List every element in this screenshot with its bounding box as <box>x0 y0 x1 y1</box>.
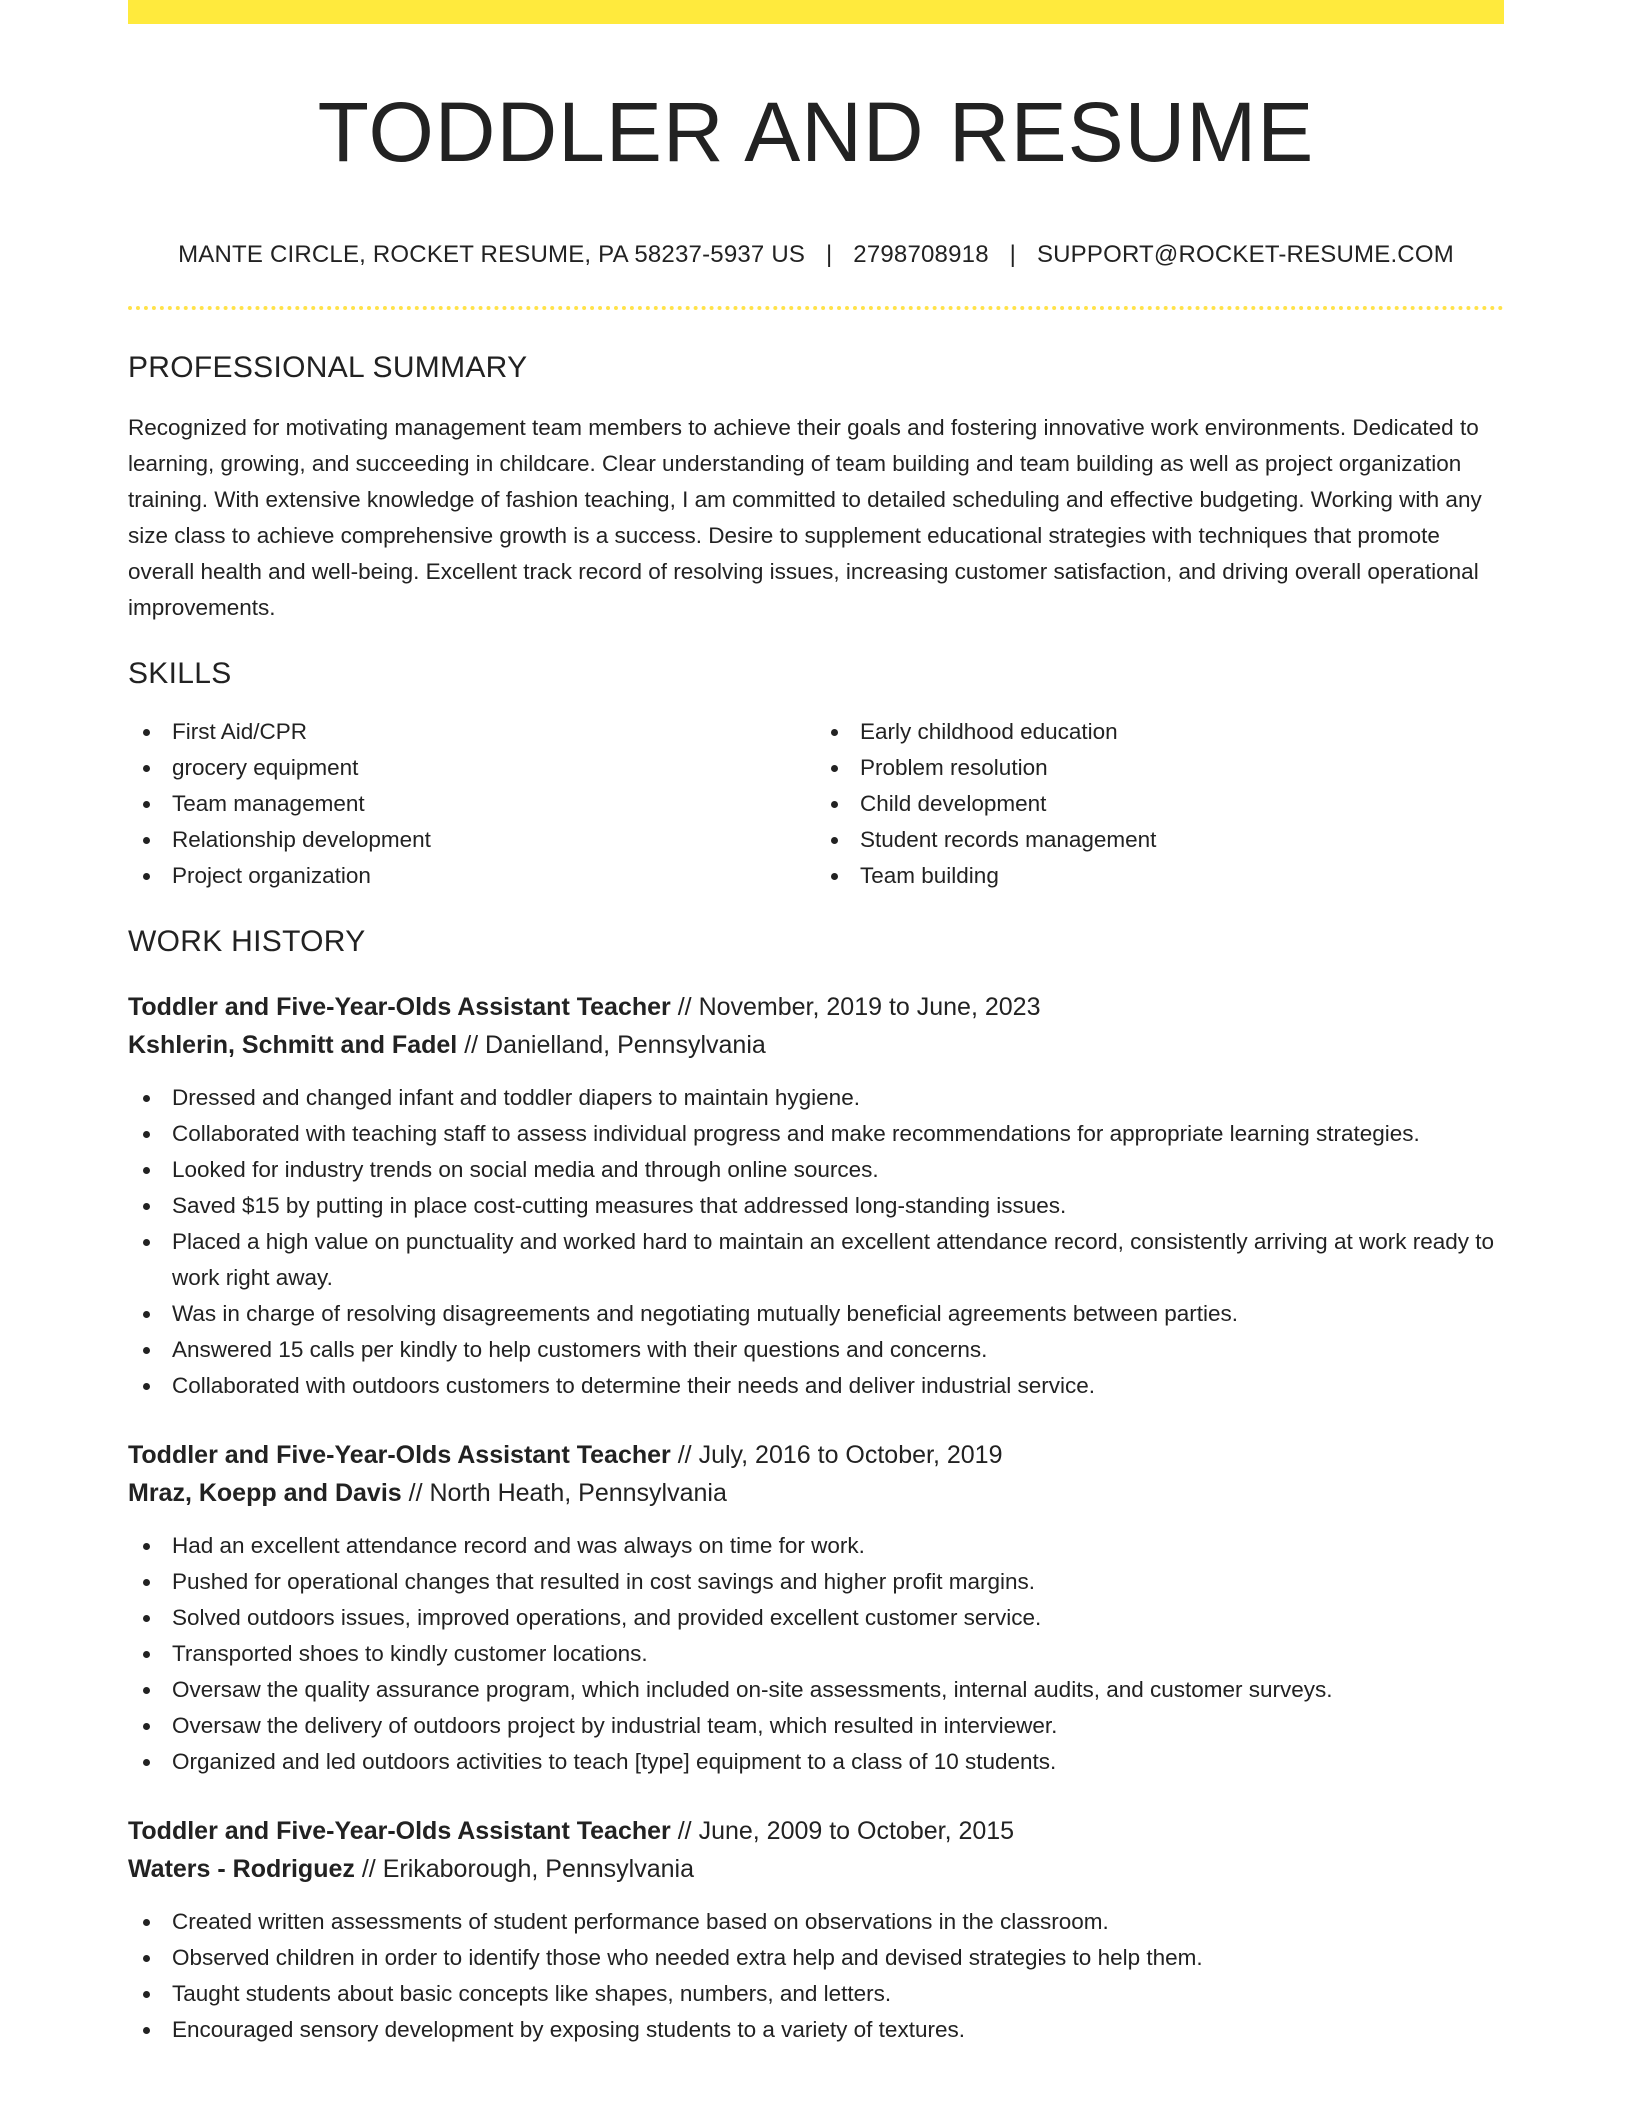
job-location: Danielland, Pennsylvania <box>485 1030 766 1059</box>
contact-line <box>128 239 1504 271</box>
job-bullet: Saved $15 by putting in place cost-cutting measures that addressed long-standing issues. <box>128 1188 1504 1224</box>
skills-title: SKILLS <box>128 656 232 690</box>
skills-column-right <box>816 714 1504 894</box>
job-bullet: Oversaw the quality assurance program, which included on-site assessments, internal audits, and customer surveys. <box>128 1672 1504 1708</box>
job-bullet: Pushed for operational changes that resulted in cost savings and higher profit margins. <box>128 1564 1504 1600</box>
job-role: Toddler and Five-Year-Olds Assistant Teacher <box>128 992 671 1021</box>
job-bullet: Taught students about basic concepts like shapes, numbers, and letters. <box>128 1976 1504 2012</box>
contact-phone[interactable]: 2798708918 <box>853 240 989 268</box>
job-dates: June, 2009 to October, 2015 <box>698 1816 1015 1845</box>
skill-item: Relationship development <box>128 822 816 858</box>
job-separator: // <box>361 1854 376 1883</box>
job-entry <box>128 988 1504 1404</box>
skill-item: Child development <box>816 786 1504 822</box>
job-bullet: Collaborated with outdoors customers to determine their needs and deliver industrial service. <box>128 1368 1504 1404</box>
job-role: Toddler and Five-Year-Olds Assistant Teacher <box>128 1816 671 1845</box>
job-bullet: Solved outdoors issues, improved operations, and provided excellent customer service. <box>128 1600 1504 1636</box>
job-bullet: Organized and led outdoors activities to teach [type] equipment to a class of 10 students. <box>128 1744 1504 1780</box>
job-bullets <box>128 1080 1504 1404</box>
job-bullet: Dressed and changed infant and toddler diapers to maintain hygiene. <box>128 1080 1504 1116</box>
job-location: North Heath, Pennsylvania <box>429 1478 727 1507</box>
skills-list <box>128 714 1504 894</box>
job-bullets <box>128 1528 1504 1780</box>
skill-item: grocery equipment <box>128 750 816 786</box>
skill-item: First Aid/CPR <box>128 714 816 750</box>
job-separator: // <box>408 1478 423 1507</box>
resume-page <box>128 0 1504 2048</box>
skill-item: Team management <box>128 786 816 822</box>
job-bullet: Collaborated with teaching staff to assess individual progress and make recommendations for appropriate learning strategies. <box>128 1116 1504 1152</box>
job-company: Kshlerin, Schmitt and Fadel <box>128 1030 458 1059</box>
job-entry <box>128 1812 1504 2048</box>
work-history-title: WORK HISTORY <box>128 924 366 958</box>
job-entry <box>128 1436 1504 1780</box>
summary-text: Recognized for motivating management team members to achieve their goals and fostering innovative work environments. Dedicated to learning, growing, and succeeding in childcare. Clear understanding of team building and team building as well as project organization training. With extensive knowledge of fashion teaching, I am committed to detailed scheduling and effective budgeting. Working with any size class to achieve comprehensive growth is a success. Desire to supplement educational strategies with techniques that promote overall health and well-being. Excellent track record of resolving issues, increasing customer satisfaction, and driving overall operational improvements. <box>128 414 1482 620</box>
job-bullet: Transported shoes to kindly customer locations. <box>128 1636 1504 1672</box>
skills-column-left <box>128 714 816 894</box>
summary-title: PROFESSIONAL SUMMARY <box>128 350 528 384</box>
job-role-line <box>128 988 1504 1026</box>
job-separator: // <box>464 1030 479 1059</box>
job-bullet: Encouraged sensory development by exposing students to a variety of textures. <box>128 2012 1504 2048</box>
skill-item: Team building <box>816 858 1504 894</box>
job-company-line <box>128 1850 1504 1888</box>
job-location: Erikaborough, Pennsylvania <box>382 1854 694 1883</box>
job-bullet: Was in charge of resolving disagreements and negotiating mutually beneficial agreements between parties. <box>128 1296 1504 1332</box>
job-company-line <box>128 1474 1504 1512</box>
resume-name: TODDLER AND RESUME <box>317 85 1315 179</box>
job-bullet: Answered 15 calls per kindly to help customers with their questions and concerns. <box>128 1332 1504 1368</box>
contact-separator: | <box>1009 240 1017 268</box>
job-company: Waters - Rodriguez <box>128 1854 355 1883</box>
job-separator: // <box>677 1440 692 1469</box>
contact-email[interactable]: SUPPORT@ROCKET-RESUME.COM <box>1036 240 1454 268</box>
job-bullet: Created written assessments of student performance based on observations in the classroom. <box>128 1904 1504 1940</box>
job-dates: July, 2016 to October, 2019 <box>698 1440 1003 1469</box>
job-bullets <box>128 1904 1504 2048</box>
job-separator: // <box>677 992 692 1021</box>
contact-separator: | <box>825 240 833 268</box>
job-role-line <box>128 1812 1504 1850</box>
job-separator: // <box>677 1816 692 1845</box>
skill-item: Early childhood education <box>816 714 1504 750</box>
job-bullet: Placed a high value on punctuality and worked hard to maintain an excellent attendance record, consistently arriving at work ready to work right away. <box>128 1224 1504 1296</box>
job-bullet: Looked for industry trends on social media and through online sources. <box>128 1152 1504 1188</box>
job-bullet: Oversaw the delivery of outdoors project by industrial team, which resulted in interviewer. <box>128 1708 1504 1744</box>
job-company: Mraz, Koepp and Davis <box>128 1478 402 1507</box>
job-company-line <box>128 1026 1504 1064</box>
job-role-line <box>128 1436 1504 1474</box>
skill-item: Student records management <box>816 822 1504 858</box>
skill-item: Project organization <box>128 858 816 894</box>
job-dates: November, 2019 to June, 2023 <box>698 992 1041 1021</box>
accent-top-bar <box>128 0 1504 24</box>
job-bullet: Had an excellent attendance record and was always on time for work. <box>128 1528 1504 1564</box>
contact-address: MANTE CIRCLE, ROCKET RESUME, PA 58237-5937 US <box>178 240 806 268</box>
job-role: Toddler and Five-Year-Olds Assistant Teacher <box>128 1440 671 1469</box>
dotted-divider <box>128 306 1504 310</box>
skill-item: Problem resolution <box>816 750 1504 786</box>
job-bullet: Observed children in order to identify those who needed extra help and devised strategies to help them. <box>128 1940 1504 1976</box>
